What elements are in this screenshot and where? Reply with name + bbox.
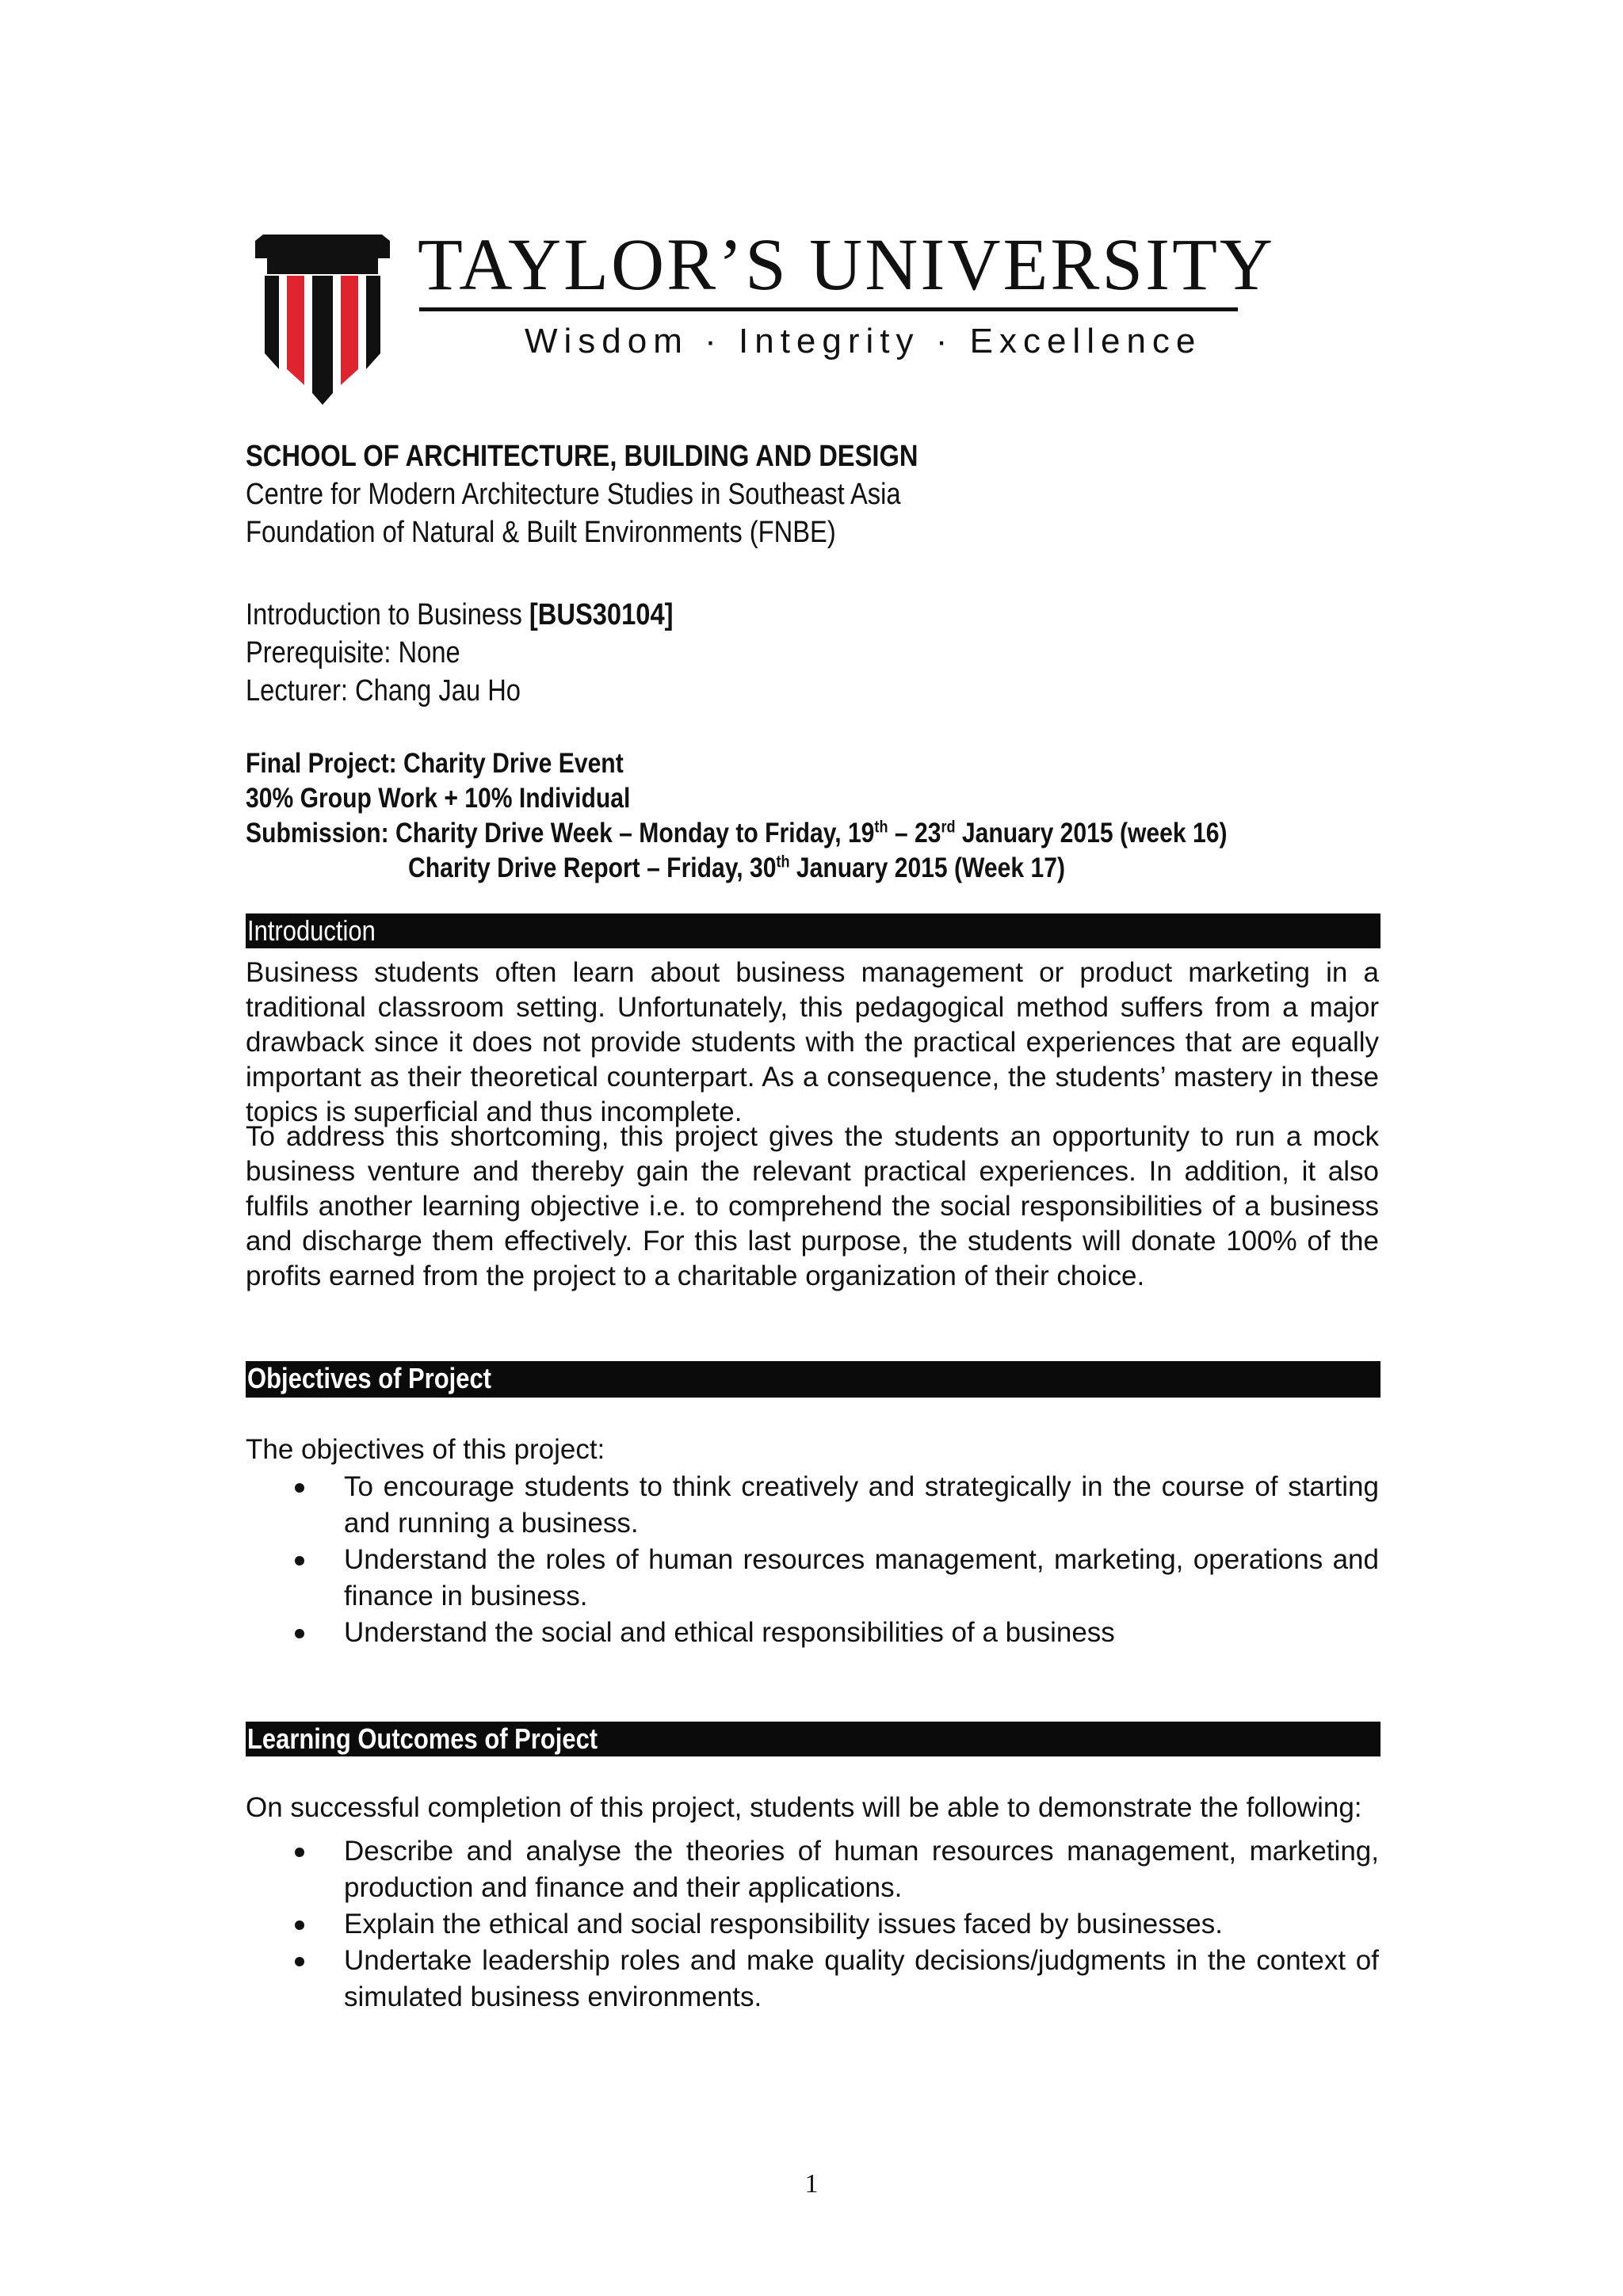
project-info [246, 746, 1387, 886]
list-item: Undertake leadership roles and make quality decisions/judgments in the context of simulated business environments. [246, 1943, 1379, 2016]
logo-motto: Wisdom · Integrity · Excellence [525, 322, 1202, 360]
project-weight: 30% Group Work + 10% Individual [246, 783, 631, 814]
introduction-paragraph-1: Business students often learn about business management or product marketing in a traditional classroom setting. Unfortunately, this pedagogical method suffers from a major drawback since it does not provide students with the practical experiences that are equally important as their theoretical counterpart. As a consequence, the students’ mastery in these topics is superficial and thus incomplete. [246, 957, 1379, 1127]
logo-divider [419, 307, 1238, 311]
bullet-icon [295, 1848, 304, 1857]
objectives-intro: The objectives of this project: [246, 1434, 605, 1465]
objectives-heading: Objectives of Project [246, 1361, 1381, 1398]
bullet-icon [295, 1629, 304, 1638]
bullet-icon [295, 1556, 304, 1566]
list-item: Understand the roles of human resources management, marketing, operations and finance in business. [246, 1542, 1379, 1615]
centre-name: Centre for Modern Architecture Studies in Southeast Asia [246, 478, 901, 511]
foundation-name: Foundation of Natural & Built Environments (FNBE) [246, 516, 836, 549]
outcomes-list [246, 1833, 1379, 2016]
introduction-heading: Introduction [246, 913, 1381, 948]
university-logo [255, 224, 1276, 409]
list-item: To encourage students to think creatively and strategically in the course of starting and running a business. [246, 1469, 1379, 1542]
course-prerequisite: Prerequisite: None [246, 636, 460, 669]
logo-title: TAYLOR’S UNIVERSITY [418, 224, 1276, 306]
list-item: Describe and analyse the theories of human resources management, marketing, production and finance and their applications. [246, 1833, 1379, 1906]
bullet-icon [295, 1957, 304, 1966]
list-item: Explain the ethical and social responsibility issues faced by businesses. [246, 1906, 1379, 1943]
course-lecturer: Lecturer: Chang Jau Ho [246, 674, 521, 707]
course-info [246, 596, 743, 710]
page-number: 1 [804, 2169, 819, 2199]
crest-icon [255, 235, 390, 405]
outcomes-intro: On successful completion of this project, students will be able to demonstrate the following: [246, 1792, 1362, 1823]
outcomes-heading: Learning Outcomes of Project [246, 1722, 1381, 1756]
school-name: SCHOOL OF ARCHITECTURE, BUILDING AND DESIGN [246, 440, 918, 473]
bullet-icon [295, 1483, 304, 1493]
introduction-paragraph-2: To address this shortcoming, this project gives the students an opportunity to run a mock business venture and thereby gain the relevant practical experiences. In addition, it also fulfils another learning objective i.e. to comprehend the social responsibilities of a business and discharge them effectively. For this last purpose, the students will donate 100% of the profits earned from the project to a charitable organization of their choice. [246, 1121, 1379, 1291]
course-code: [BUS30104] [529, 598, 674, 631]
list-item: Understand the social and ethical responsibilities of a business [246, 1615, 1379, 1651]
submission-line-2: Charity Drive Report – Friday, 30th January 2015 (Week 17) [408, 852, 1066, 883]
submission-line-1: Submission: Charity Drive Week – Monday to Friday, 19th – 23rd January 2015 (week 16) [246, 818, 1228, 849]
school-header [246, 437, 1028, 551]
bullet-icon [295, 1920, 304, 1930]
project-title: Final Project: Charity Drive Event [246, 748, 624, 779]
objectives-list [246, 1469, 1379, 1651]
course-name: Introduction to Business [246, 598, 522, 631]
